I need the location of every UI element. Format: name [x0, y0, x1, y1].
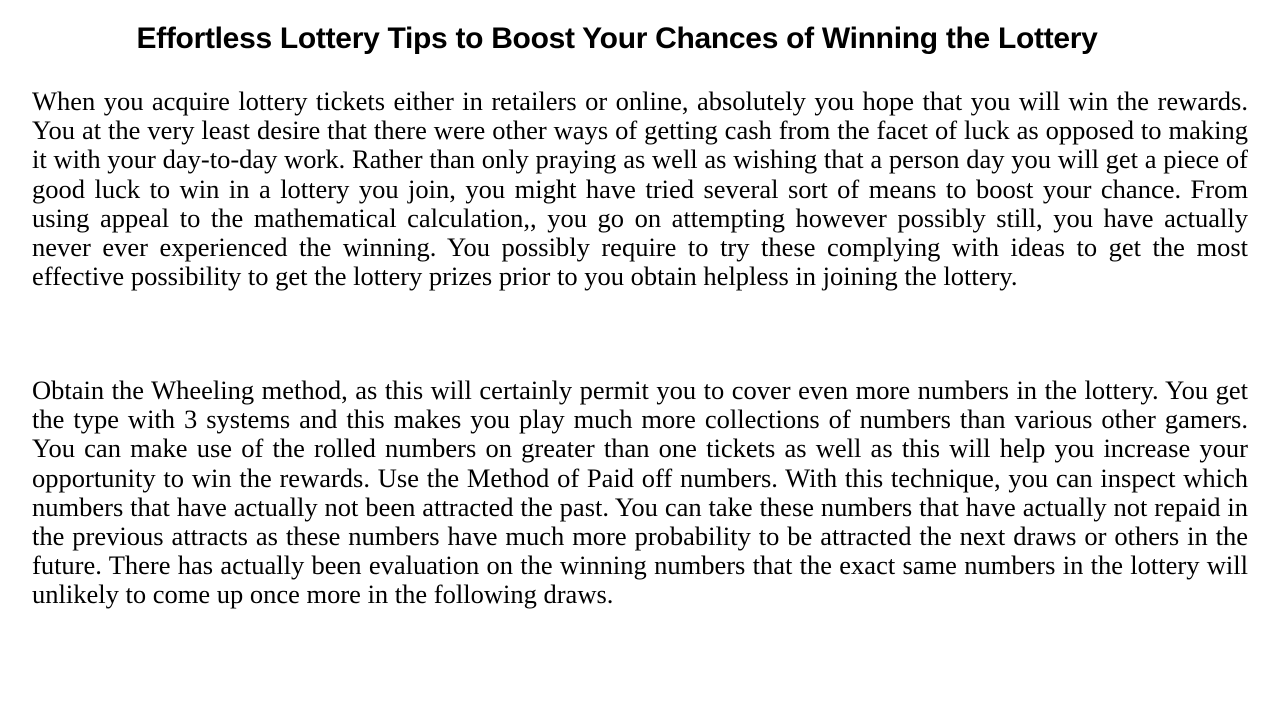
paragraph-intro: When you acquire lottery tickets either in retailers or online, absolutely you hope that you will win the rewards. You at the very least desire that there were other ways of getting cash from the facet of luck as opposed to making it with your day-to-day work. Rather than only praying as well as wishing that a person day you will get a piece of good luck to win in a lottery you join, you might have tried several sort of means to boost your chance. From using appeal to the mathematical calculation,, you go on attempting however possibly still, you have actually never ever experienced the winning. You possibly require to try these complying with ideas to get the most effective possibility to get the lottery prizes prior to you obtain helpless in joining the lottery. — [32, 86, 1248, 292]
paragraph-wheeling-method: Obtain the Wheeling method, as this will certainly permit you to cover even more numbers in the lottery. You get the type with 3 systems and this makes you play much more collections of numbers than various other gamers. You can make use of the rolled numbers on greater than one tickets as well as this will help you increase your opportunity to win the rewards. Use the Method of Paid off numbers. With this technique, you can inspect which numbers that have actually not been attracted the past. You can take these numbers that have actually not repaid in the previous attracts as these numbers have much more probability to be attracted the next draws or others in the future. There has actually been evaluation on the winning numbers that the exact same numbers in the lottery will unlikely to come up once more in the following draws. — [32, 375, 1248, 610]
page-title: Effortless Lottery Tips to Boost Your Chances of Winning the Lottery — [136, 22, 1098, 55]
